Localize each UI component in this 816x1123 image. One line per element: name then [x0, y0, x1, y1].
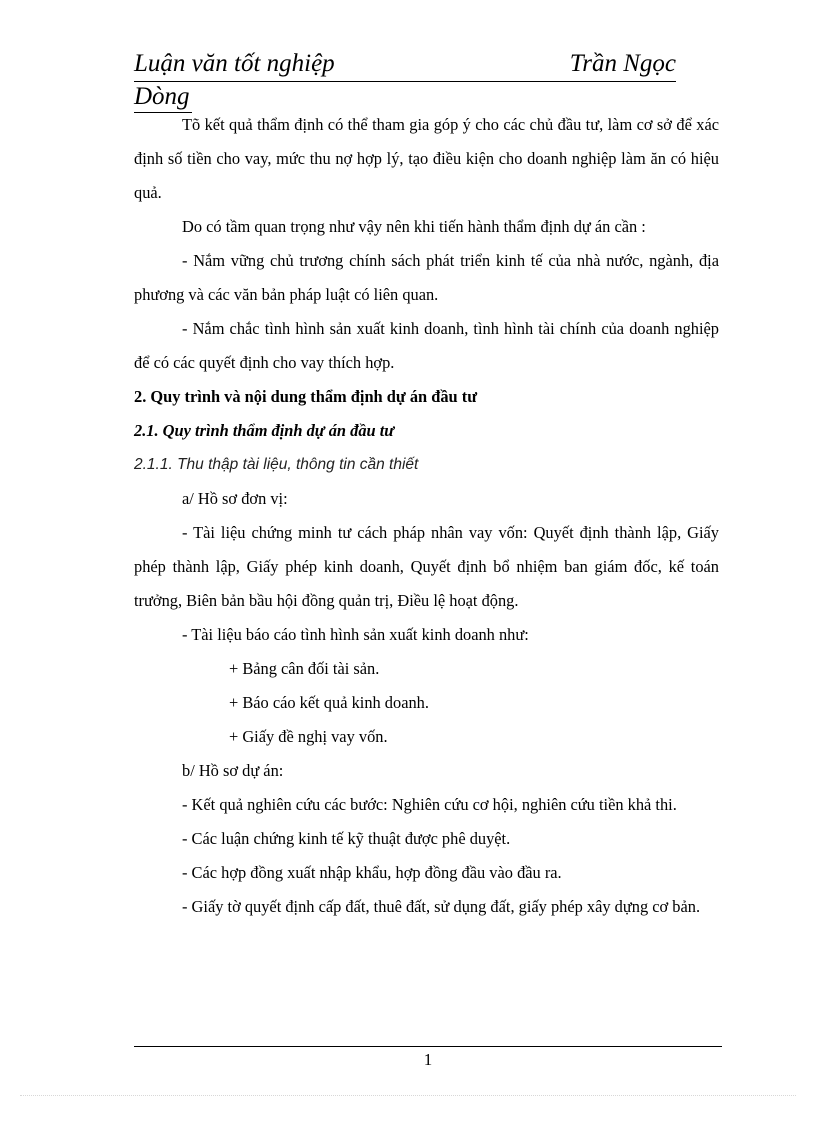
subsection-heading: 2.1. Quy trình thẩm định dự án đầu tư [134, 421, 395, 440]
sub-list-item: + Giấy đề nghị vay vốn. [229, 727, 388, 746]
list-item: - Các luận chứng kinh tế kỹ thuật được phê duyệt. [182, 829, 511, 848]
header-line [134, 48, 676, 82]
list-item: - Tài liệu chứng minh tư cách pháp nhân vay vốn: Quyết định thành lập, Giấy phép thành lập, Giấy phép kinh doanh, Quyết định bổ nhiệm ban giám đốc, kế toán trưởng, Biên bản bầu hội đồng quản trị, Điều lệ hoạt động. [134, 523, 719, 610]
list-item: - Các hợp đồng xuất nhập khẩu, hợp đồng đầu vào đầu ra. [182, 863, 562, 882]
header-title: Luận văn tốt nghiệp [134, 50, 335, 77]
page-number: 1 [423, 1050, 433, 1069]
section-heading: 2. Quy trình và nội dung thẩm định dự án đầu tư [134, 387, 478, 406]
document-body [134, 108, 719, 924]
list-item: - Tài liệu báo cáo tình hình sản xuất kinh doanh như: [182, 625, 529, 644]
sub-list-item: + Bảng cân đối tài sản. [229, 659, 380, 678]
page-edge [20, 1095, 796, 1096]
paragraph: Tõ kết quả thẩm định có thể tham gia góp ý cho các chủ đầu tư, làm cơ sở để xác định số tiền cho vay, mức thu nợ hợp lý, tạo điều kiện cho doanh nghiệp làm ăn có hiệu quả. [134, 115, 719, 202]
list-item: - Giấy tờ quyết định cấp đất, thuê đất, sử dụng đất, giấy phép xây dựng cơ bản. [182, 897, 701, 916]
header-author-continuation: Dòng [134, 82, 192, 113]
sub-list-item: + Báo cáo kết quả kinh doanh. [229, 693, 429, 712]
list-item: - Kết quả nghiên cứu các bước: Nghiên cứu cơ hội, nghiên cứu tiền khả thi. [182, 795, 677, 814]
subsubsection-heading: 2.1.1. Thu thập tài liệu, thông tin cần thiết [134, 456, 419, 473]
list-item: - Nắm vững chủ trương chính sách phát triển kinh tế của nhà nước, ngành, địa phương và các văn bản pháp luật có liên quan. [134, 251, 719, 304]
page-header [134, 48, 676, 113]
list-item: - Nắm chắc tình hình sản xuất kinh doanh, tình hình tài chính của doanh nghiệp để có các quyết định cho vay thích hợp. [134, 319, 719, 372]
header-author: Trần Ngọc [569, 50, 676, 77]
list-label: a/ Hồ sơ đơn vị: [182, 489, 288, 508]
footer-divider [134, 1046, 722, 1047]
list-label: b/ Hồ sơ dự án: [182, 761, 284, 780]
paragraph: Do có tầm quan trọng như vậy nên khi tiến hành thẩm định dự án cần : [182, 217, 646, 236]
